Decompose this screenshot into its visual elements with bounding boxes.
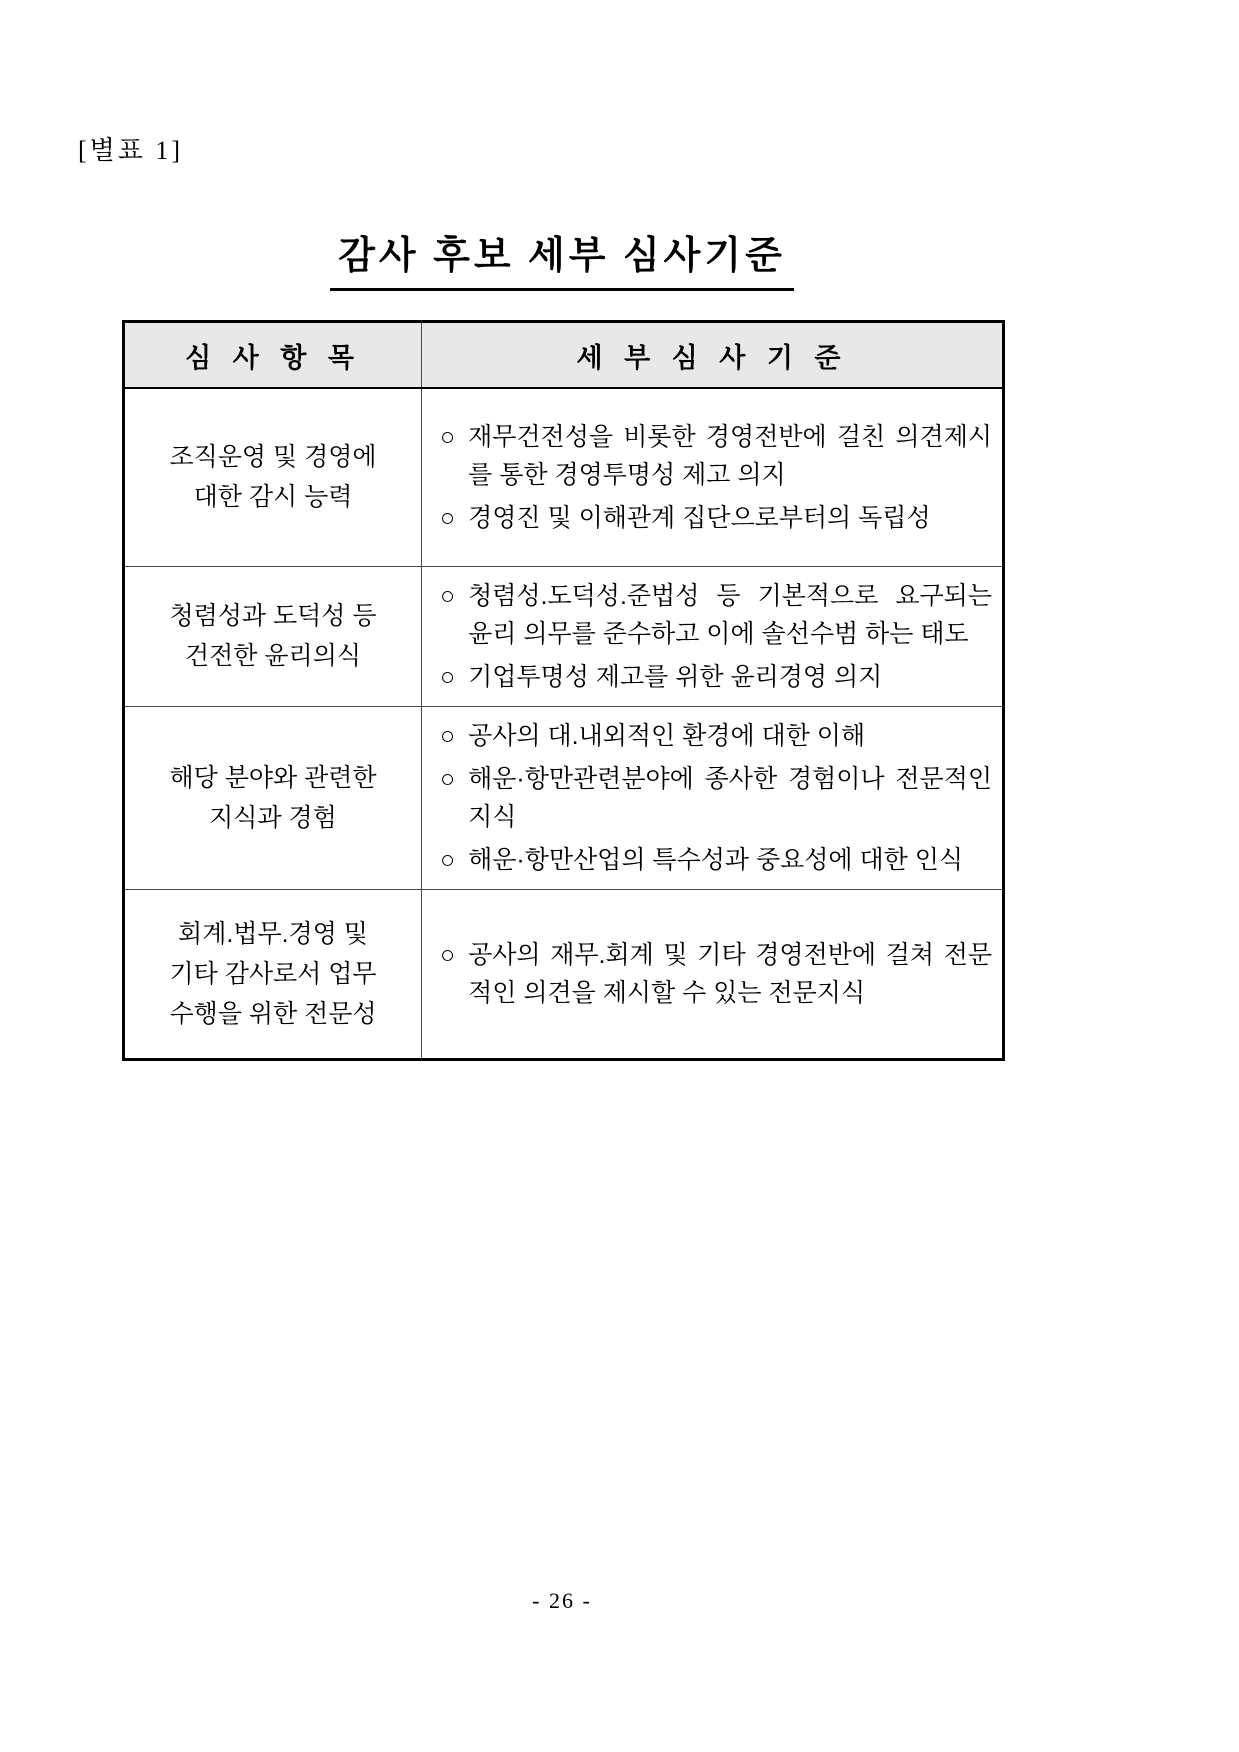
criteria-bullet-item (440, 658, 992, 696)
page-title: 감사 후보 세부 심사기준 (330, 224, 794, 291)
criteria-text: 경영진 및 이해관계 집단으로부터의 독립성 (468, 503, 931, 532)
criteria-detail-cell (422, 706, 1004, 889)
criteria-detail-cell (422, 388, 1004, 566)
criteria-text: 해운·항만관련분야에 종사한 경험이나 전문적인 지식 (468, 764, 992, 831)
criteria-table-header (124, 322, 1004, 389)
review-item-line: 수행을 위한 전문성 (169, 999, 377, 1028)
criteria-bullet-item (440, 418, 992, 494)
table-row (124, 889, 1004, 1059)
criteria-text: 해운·항만산업의 특수성과 중요성에 대한 인식 (468, 845, 964, 874)
circle-bullet-icon: ○ (440, 503, 456, 532)
circle-bullet-icon: ○ (440, 721, 456, 750)
header-detail-criteria: 세 부 심 사 기 준 (422, 322, 1004, 389)
criteria-bullet-item (440, 499, 992, 537)
review-item-line: 해당 분야와 관련한 (169, 763, 377, 792)
review-item-cell (124, 889, 422, 1059)
review-item-cell (124, 388, 422, 566)
criteria-bullet-item (440, 841, 992, 879)
review-item-line: 청렴성과 도덕성 등 (169, 602, 377, 630)
criteria-detail-cell (422, 566, 1004, 706)
circle-bullet-icon: ○ (440, 764, 456, 793)
criteria-table-body (124, 388, 1004, 1059)
criteria-text: 공사의 재무.회계 및 기타 경영전반에 걸쳐 전문적인 의견을 제시할 수 있는 전문지식 (468, 940, 992, 1007)
criteria-table (122, 320, 1005, 1061)
criteria-detail-cell (422, 889, 1004, 1059)
review-item-line: 지식과 경험 (209, 803, 337, 832)
table-row (124, 566, 1004, 706)
page-number: - 26 - (532, 1588, 592, 1613)
header-row (124, 322, 1004, 389)
review-item-line: 회계.법무.경영 및 (178, 919, 368, 948)
review-item-line: 건전한 윤리의식 (185, 642, 361, 670)
criteria-text: 기업투명성 제고를 위한 윤리경영 의지 (468, 662, 883, 691)
circle-bullet-icon: ○ (440, 662, 456, 691)
title-container (122, 224, 1002, 291)
criteria-bullet-item (440, 717, 992, 755)
review-item-line: 조직운영 및 경영에 (169, 443, 377, 472)
header-review-item: 심 사 항 목 (124, 322, 422, 389)
criteria-text: 공사의 대.내외적인 환경에 대한 이해 (468, 721, 866, 750)
circle-bullet-icon: ○ (440, 581, 456, 610)
review-item-cell (124, 566, 422, 706)
table-row (124, 706, 1004, 889)
criteria-text: 청렴성.도덕성.준법성 등 기본적으로 요구되는 윤리 의무를 준수하고 이에 솔선수범 하는 태도 (468, 581, 992, 648)
annex-label: [별표 1] (78, 136, 184, 165)
criteria-bullet-item (440, 577, 992, 653)
review-item-line: 대한 감시 능력 (193, 483, 353, 512)
circle-bullet-icon: ○ (440, 940, 456, 969)
circle-bullet-icon: ○ (440, 422, 456, 451)
criteria-bullet-item (440, 760, 992, 836)
table-row (124, 388, 1004, 566)
circle-bullet-icon: ○ (440, 845, 456, 874)
criteria-text: 재무건전성을 비롯한 경영전반에 걸친 의견제시를 통한 경영투명성 제고 의지 (468, 422, 992, 489)
review-item-cell (124, 706, 422, 889)
review-item-line: 기타 감사로서 업무 (169, 959, 377, 988)
criteria-bullet-item (440, 936, 992, 1012)
